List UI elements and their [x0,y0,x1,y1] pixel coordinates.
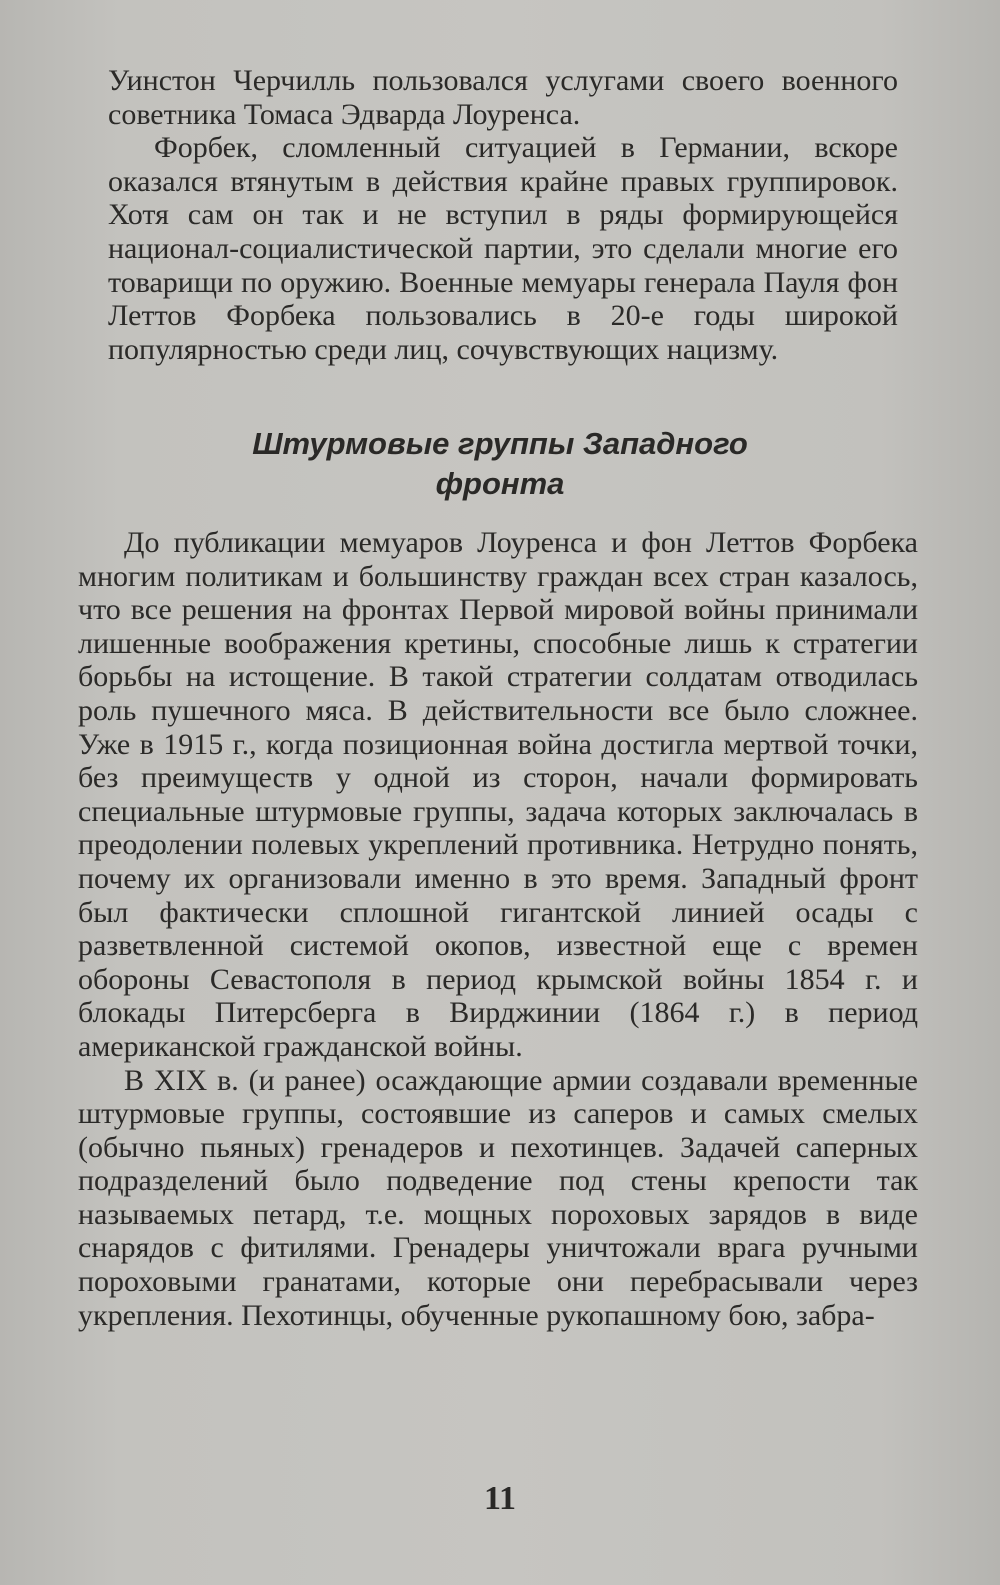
section-heading-line2: фронта [435,466,565,501]
section-heading-line1: Штурмовые группы Западного [252,426,748,461]
intro-text [108,64,898,366]
section-body [78,526,918,1332]
paragraph-forbeck: Форбек, сломленный ситуацией в Германии, вскоре оказался втянутым в действия крайне правых группировок. Хотя сам он так и не вступил в ряды формирующейся национал-социалистической партии, это сделали многие его товарищи по оружию. Военные мемуары генерала Пауля фон Леттов Форбека пользовались в 20-е годы широкой популярностью среди лиц, сочувствующих нацизму. [108,131,898,366]
paragraph-churchill: Уинстон Черчилль пользовался услугами своего военного советника Томаса Эдварда Лоуренса. [108,64,898,131]
paragraph-xix-century: В XIX в. (и ранее) осаждающие армии создавали временные штурмовые группы, состоявшие из саперов и самых смелых (обычно пьяных) гренадеров и пехотинцев. Задачей саперных подразделений было подведение под стены крепости так называемых петард, т.е. мощных пороховых зарядов в виде снарядов с фитилями. Гренадеры уничтожали врага ручными пороховыми гранатами, которые они перебрасывали через укрепления. Пехотинцы, обученные рукопашному бою, забра- [78,1063,918,1332]
page-number: 11 [483,1480,517,1517]
section-heading [180,424,820,504]
paragraph-memoirs: До публикации мемуаров Лоуренса и фон Леттов Форбека многим политикам и большинству граждан всех стран казалось, что все решения на фронтах Первой мировой войны принимали лишенные воображения кретины, способные лишь к стратегии борьбы на истощение. В такой стратегии солдатам отводилась роль пушечного мяса. В действительности все было сложнее. Уже в 1915 г., когда позиционная война достигла мертвой точки, без преимуществ у одной из сторон, начали формировать специальные штурмовые группы, задача которых заключалась в преодолении полевых укреплений противника. Нетрудно понять, почему их организовали именно в это время. Западный фронт был фактически сплошной гигантской линией осады с разветвленной системой окопов, известной еще с времен обороны Севастополя в период крымской войны 1854 г. и блокады Питерсберга в Вирджинии (1864 г.) в период американской гражданской войны. [78,526,918,1063]
